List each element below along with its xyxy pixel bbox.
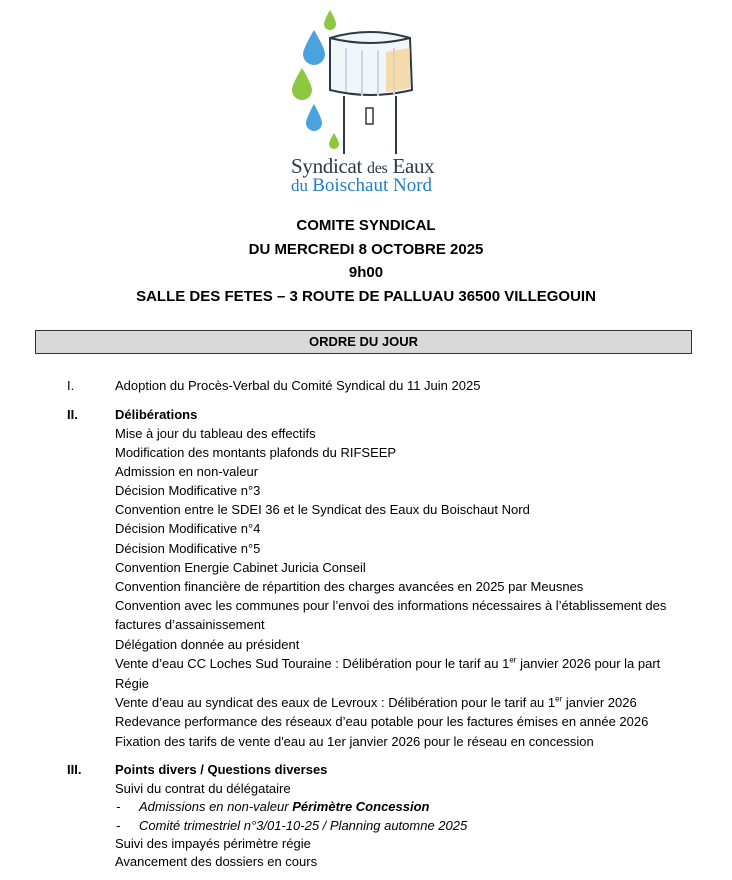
list-item: Décision Modificative n°4: [115, 521, 261, 536]
dash-bullet: -: [116, 818, 121, 833]
list-item: Délégation donnée au président: [115, 637, 300, 652]
list-item: Décision Modificative n°3: [115, 483, 261, 498]
list-item-levroux: Vente d’eau au syndicat des eaux de Levroux : Délibération pour le tarif au 1er janvier 2026: [115, 694, 637, 710]
list-item-loches-cont: Régie: [115, 676, 149, 691]
list-item: Modification des montants plafonds du RIFSEEP: [115, 445, 397, 460]
section-1-number: I.: [67, 378, 75, 393]
agenda-title: ORDRE DU JOUR: [35, 330, 692, 354]
list-item: Suivi du contrat du délégataire: [115, 781, 291, 796]
section-2-number: II.: [67, 407, 78, 422]
list-item: Mise à jour du tableau des effectifs: [115, 426, 316, 441]
logo-title: Syndicat des Eaux: [291, 154, 435, 178]
section-1-text: Adoption du Procès-Verbal du Comité Syndical du 11 Juin 2025: [115, 378, 481, 393]
meeting-time: 9h00: [348, 264, 384, 281]
list-item: Décision Modificative n°5: [115, 541, 261, 556]
meeting-date: DU MERCREDI 8 OCTOBRE 2025: [248, 240, 484, 258]
blue-droplet-icon: [303, 30, 325, 65]
list-item: Convention Energie Cabinet Juricia Conseil: [115, 560, 366, 575]
sub-item-admissions: Admissions en non-valeur Périmètre Concession: [139, 799, 430, 814]
green-droplet-icon: [292, 68, 312, 100]
meeting-title: COMITE SYNDICAL: [296, 217, 436, 234]
list-item: Fixation des tarifs de vente d'eau au 1er janvier 2026 pour le réseau en concession: [115, 734, 594, 749]
list-item-loches: Vente d’eau CC Loches Sud Touraine : Délibération pour le tarif au 1er janvier 2026 pour la part: [115, 655, 661, 671]
list-item: Redevance performance des réseaux d’eau potable pour les factures émises en année 2026: [115, 714, 649, 729]
list-item: Suivi des impayés périmètre régie: [115, 836, 311, 851]
green-droplet-icon: [324, 10, 336, 30]
section-3-number: III.: [67, 762, 82, 777]
logo-subtitle: du Boischaut Nord: [291, 175, 433, 196]
section-2-title: Délibérations: [115, 407, 198, 422]
meeting-header: [0, 214, 732, 308]
list-item: Convention financière de répartition des charges avancées en 2025 par Meusnes: [115, 579, 584, 594]
list-item: factures d’assainissement: [115, 617, 265, 632]
section-3-title: Points divers / Questions diverses: [115, 762, 328, 777]
meeting-location: SALLE DES FETES – 3 ROUTE DE PALLUAU 36500 VILLEGOUIN: [136, 287, 596, 305]
list-item: Admission en non-valeur: [115, 464, 259, 479]
list-item: Convention avec les communes pour l’envoi des informations nécessaires à l’établissement des: [115, 598, 667, 613]
list-item: Convention entre le SDEI 36 et le Syndicat des Eaux du Boischaut Nord: [115, 502, 530, 517]
green-droplet-icon: [329, 133, 339, 149]
blue-droplet-icon: [306, 104, 322, 131]
sub-item-comite: Comité trimestriel n°3/01-10-25 / Planning automne 2025: [139, 818, 468, 833]
dash-bullet: -: [116, 799, 121, 814]
list-item: Avancement des dossiers en cours: [115, 854, 318, 869]
